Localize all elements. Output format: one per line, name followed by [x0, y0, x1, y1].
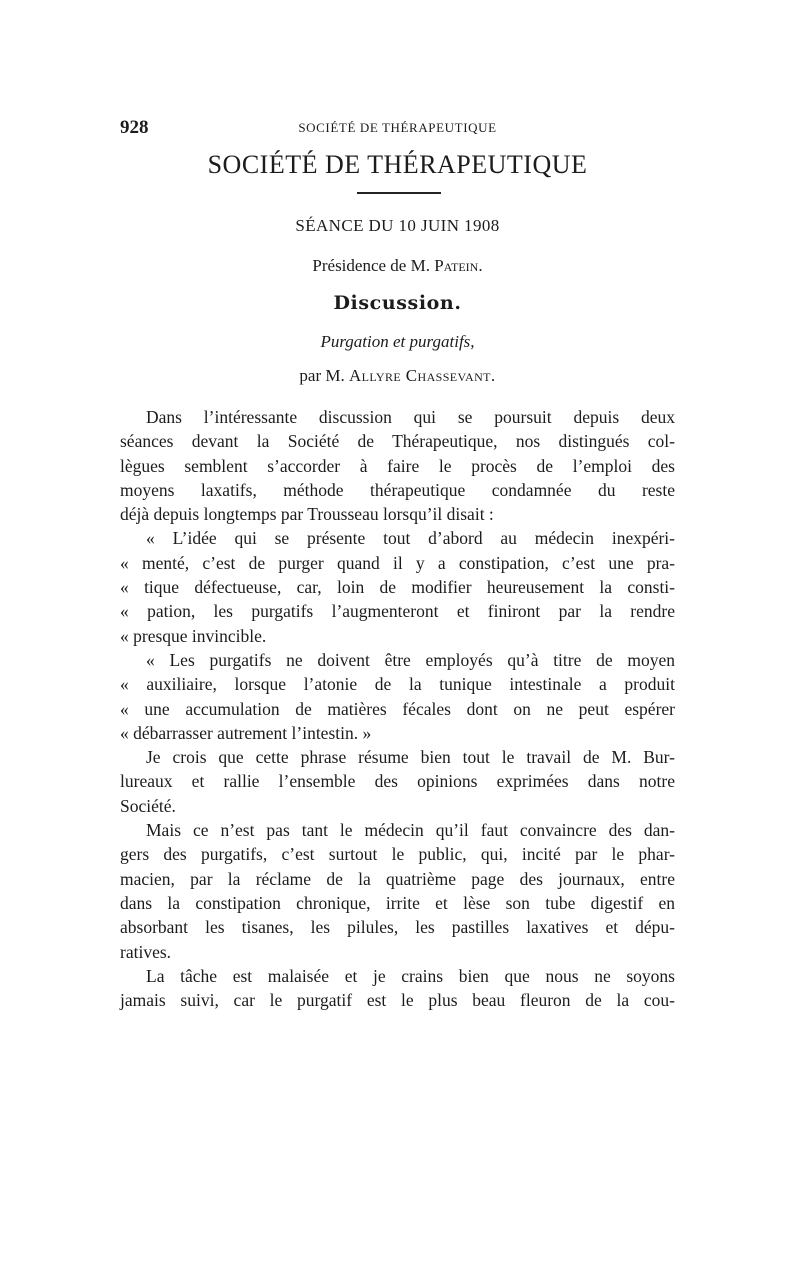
- text-line: « tique défectueuse, car, loin de modifier heureusement la consti-: [120, 577, 675, 598]
- text-line: « auxiliaire, lorsque l’atonie de la tunique intestinale a produit: [120, 674, 675, 695]
- author-prefix: par M.: [299, 366, 349, 385]
- text-line: La tâche est malaisée et je crains bien que nous ne soyons: [146, 965, 675, 986]
- text-line: absorbant les tisanes, les pilules, les pastilles laxatives et dépu-: [120, 917, 675, 938]
- text-line: Dans l’intéressante discussion qui se poursuit depuis deux: [146, 407, 675, 427]
- text-line: « une accumulation de matières fécales dont on ne peut espérer: [120, 698, 675, 719]
- text-line: jamais suivi, car le purgatif est le plus beau fleuron de la cou-: [120, 990, 675, 1011]
- author-line: [120, 366, 675, 386]
- text-line: gers des purgatifs, c’est surtout le public, qui, incité par le phar-: [120, 844, 675, 865]
- main-title: SOCIÉTÉ DE THÉRAPEUTIQUE: [207, 150, 588, 179]
- page-number: 928: [120, 117, 149, 138]
- text-line: macien, par la réclame de la quatrième page des journaux, entre: [120, 868, 675, 889]
- author-name: Allyre Chassevant.: [349, 366, 496, 385]
- presidence-name: Patein.: [434, 256, 483, 275]
- text-line: « L’idée qui se présente tout d’abord au médecin inexpéri-: [146, 528, 675, 549]
- text-line: lègues semblent s’accorder à faire le procès de l’emploi des: [120, 455, 675, 476]
- text-line: Société.: [120, 795, 176, 816]
- seance-date: SÉANCE DU 10 JUIN 1908: [295, 216, 500, 235]
- text-line: ratives.: [120, 941, 172, 962]
- title-divider: [357, 192, 441, 194]
- text-line: moyens laxatifs, méthode thérapeutique condamnée du reste: [120, 479, 675, 500]
- text-line: « presque invincible.: [120, 625, 267, 646]
- running-head: [120, 117, 675, 139]
- text-line: « menté, c’est de purger quand il y a constipation, c’est une pra-: [120, 552, 675, 573]
- text-line: lureaux et rallie l’ensemble des opinions exprimées dans notre: [120, 771, 675, 792]
- text-line: Je crois que cette phrase résume bien tout le travail de M. Bur-: [146, 747, 675, 768]
- running-title: SOCIÉTÉ DE THÉRAPEUTIQUE: [298, 120, 497, 135]
- text-line: « Les purgatifs ne doivent être employés qu’à titre de moyen: [146, 649, 675, 670]
- text-line: déjà depuis longtemps par Trousseau lorsqu’il disait :: [120, 504, 494, 525]
- presidence-prefix: Présidence de M.: [312, 256, 435, 275]
- text-line: « débarrasser autrement l’intestin. »: [120, 722, 372, 743]
- presidence: [120, 256, 675, 276]
- text-line: séances devant la Société de Thérapeutique, nos distingués col-: [120, 431, 675, 452]
- text-line: dans la constipation chronique, irrite et lèse son tube digestif en: [120, 892, 675, 913]
- section-heading: Discussion.: [333, 292, 462, 314]
- body-text: [120, 405, 675, 1012]
- text-line: Mais ce n’est pas tant le médecin qu’il faut convaincre des dan-: [146, 820, 675, 841]
- text-line: « pation, les purgatifs l’augmenteront et finiront par la rendre: [120, 601, 675, 622]
- subject-title: Purgation et purgatifs,: [320, 332, 475, 351]
